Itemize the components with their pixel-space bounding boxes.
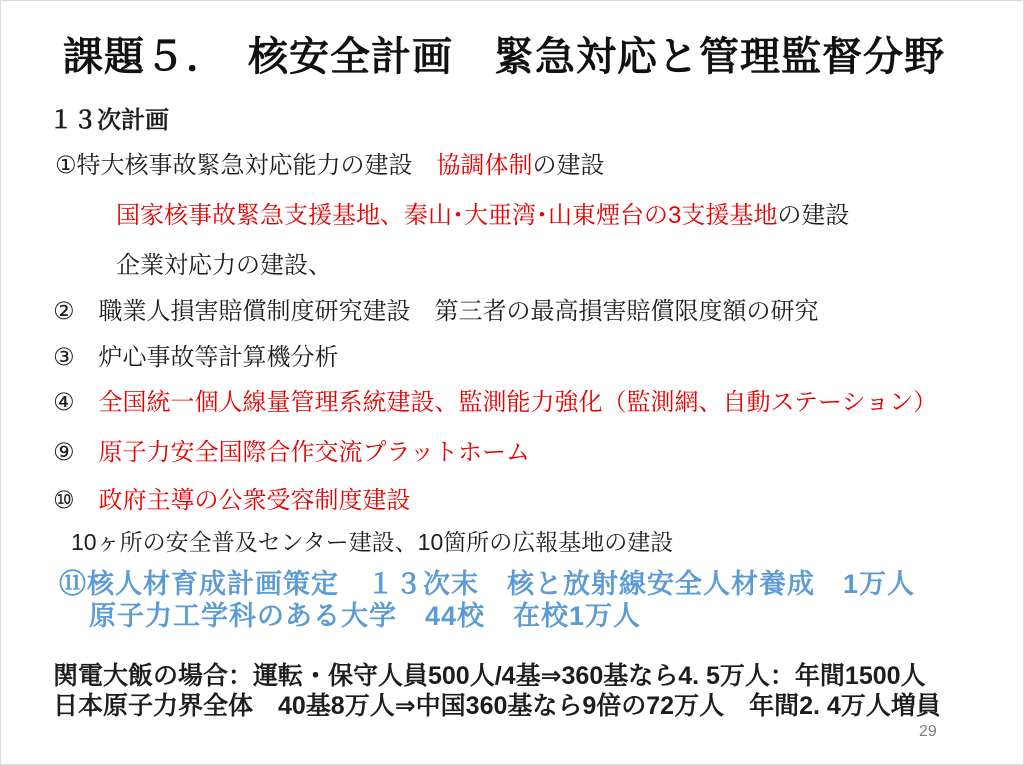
text-segment: ③ 炉心事故等計算機分析	[53, 344, 339, 371]
body-line-note-japan-total	[53, 692, 941, 721]
body-line-item-9	[53, 439, 530, 467]
page-number: 29	[919, 723, 937, 740]
text-segment: 国家核事故緊急支援基地、秦山･大亜湾･山東煙台の3支援基地	[116, 202, 778, 229]
body-line-item-2	[53, 298, 819, 326]
body-line-item-1	[55, 152, 605, 180]
text-segment: の建設	[532, 152, 605, 179]
text-segment: ⑨	[53, 439, 99, 466]
body-line-item-1-sub-1	[116, 202, 849, 230]
text-segment: ④	[53, 389, 99, 416]
text-segment: １３次計画	[49, 107, 169, 134]
body-line-note-kepco	[53, 662, 926, 691]
body-line-item-10	[53, 487, 411, 515]
body-line-item-1-sub-2	[116, 252, 332, 280]
body-line-item-4	[53, 389, 937, 417]
text-segment: 原子力安全国際合作交流プラットホーム	[98, 439, 531, 466]
text-segment: 日本原子力界全体 40基8万人⇒中国360基なら9倍の72万人 年間2. 4万人増員	[53, 692, 941, 720]
text-segment: ⑩	[53, 487, 99, 514]
body-line-item-11-sub	[89, 601, 641, 632]
text-segment: 関電大飯の場合：運転・保守人員500人/4基⇒360基なら4. 5万人：年間1500人	[53, 662, 926, 690]
text-segment: 協調体制	[436, 152, 533, 179]
text-segment: ①特大核事故緊急対応能力の建設	[55, 152, 437, 179]
text-segment: ⑪核人材育成計画策定 １３次末 核と放射線安全人材養成 1万人	[59, 569, 916, 599]
text-segment: 全国統一個人線量管理系統建設、監測能力強化（監測網、自動ステーション）	[98, 389, 938, 416]
body-line-item-10-sub	[71, 529, 673, 555]
body-line-item-3	[53, 344, 339, 372]
text-segment: 政府主導の公衆受容制度建設	[98, 487, 411, 514]
slide-title: 課題５． 核安全計画 緊急対応と管理監督分野	[63, 35, 945, 79]
body-line-plan-heading	[49, 107, 169, 135]
text-segment: 企業対応力の建設、	[116, 252, 332, 279]
text-segment: 10ヶ所の安全普及センター建設、10箇所の広報基地の建設	[71, 529, 674, 555]
text-segment: 原子力工学科のある大学 44校 在校1万人	[89, 601, 642, 631]
body-line-item-11	[59, 569, 915, 600]
text-segment: の建設	[777, 202, 850, 229]
text-segment: ② 職業人損害賠償制度研究建設 第三者の最高損害賠償限度額の研究	[53, 298, 819, 325]
